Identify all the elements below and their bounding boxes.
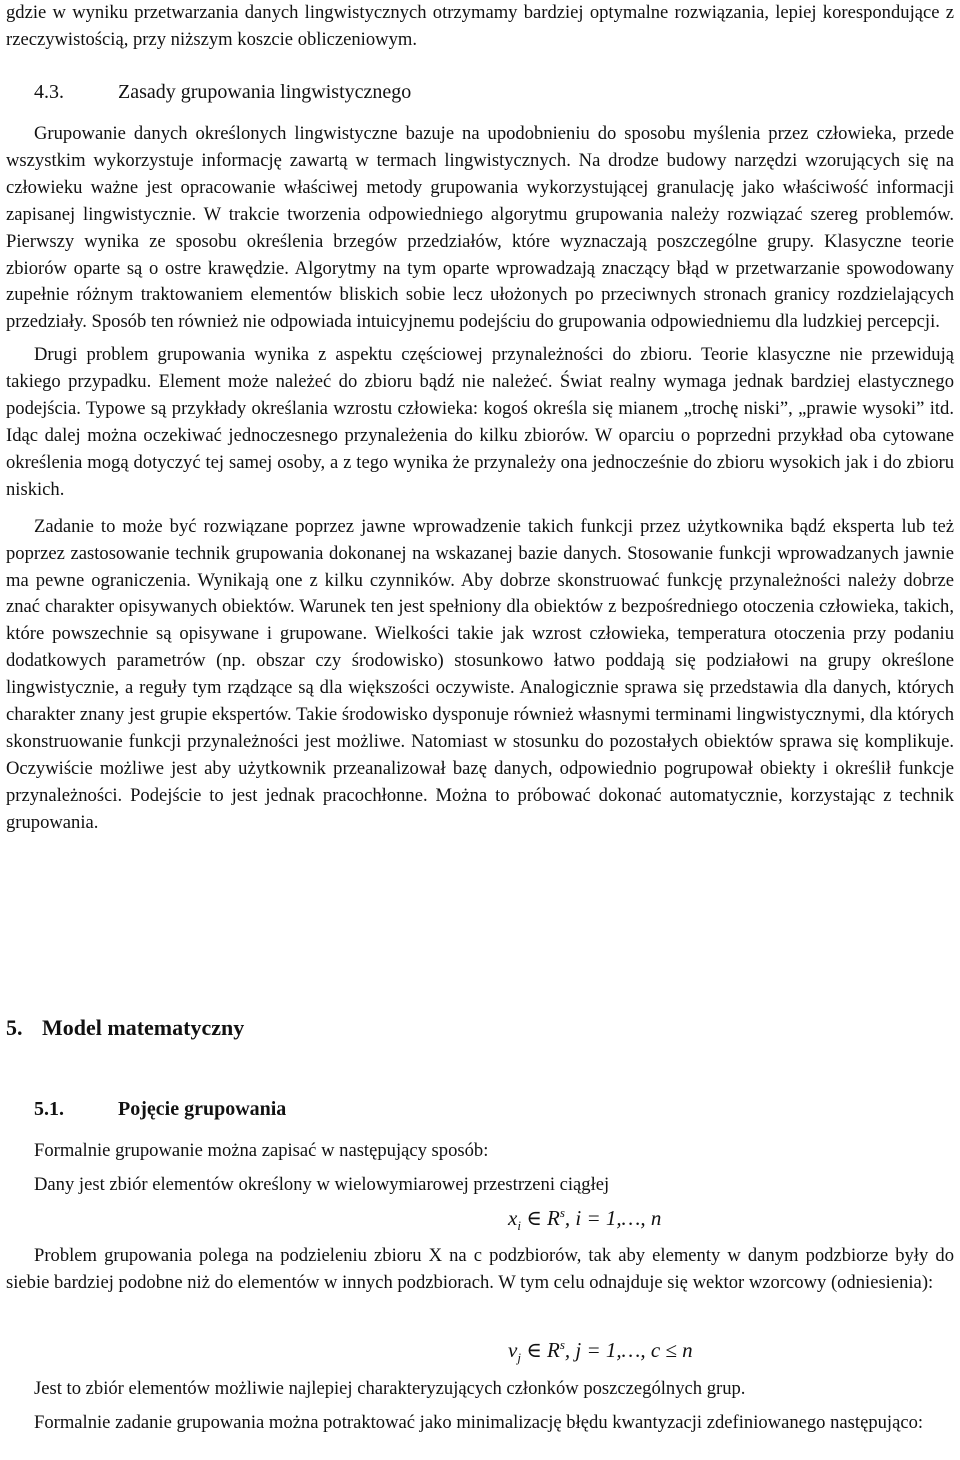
formula-vj-sub: j (517, 1350, 521, 1366)
formula-vj-set: R (547, 1338, 560, 1362)
formula-vj-var: v (508, 1338, 518, 1362)
formula-xi (508, 1205, 661, 1234)
intro-paragraph-block (6, 0, 954, 54)
paragraph-dany-zbior: Dany jest zbiór elementów określony w wielowymiarowej przestrzeni ciągłej (34, 1173, 610, 1195)
section-5-1-intro (6, 1138, 954, 1199)
formula-xi-sub: i (517, 1218, 521, 1234)
paragraph-drugi-problem: Drugi problem grupowania wynika z aspektu częściowej przynależności do zbioru. Teorie klasyczne nie przewidują takiego przypadku. Element może należeć do zbioru bądź nie należeć. Świat realny wymaga jednak bardziej elastycznego podejścia. Typowe są przykłady określania wzrostu człowieka: kogoś określa się mianem „trochę niski”, „prawie wysoki” itd. Idąc dalej można oczekiwać jednoczesnego przynależenia do kilku zbiorów. W oparciu o poprzedni przykład oba cytowane określenia mogą dotyczyć tej samej osoby, a z tego wynika że przynależy ona jednocześnie do zbioru wysokich jak i do zbioru niskich. (6, 344, 954, 500)
paragraph-problem: Problem grupowania polega na podzieleniu zbioru X na c podzbiorów, tak aby elementy w danym podzbiorze były do siebie bardziej podobne niż do elementów w innych podzbiorach. W tym celu odnajduje się wektor wzorcowy (odniesienia): (6, 1245, 954, 1293)
formula-vj-rel: ∈ (520, 1338, 547, 1362)
section-5-1-heading (34, 1098, 286, 1121)
section-4-3-number: 4.3. (34, 81, 64, 103)
section-4-3-title: Zasady grupowania lingwistycznego (118, 81, 412, 103)
formula-xi-var: x (508, 1206, 518, 1230)
paragraph-zadanie: Zadanie to może być rozwiązane poprzez jawne wprowadzenie takich funkcji przez użytkownika bądź eksperta lub też poprzez zastosowanie technik grupowania dokonanej na wskazanej bazie danych. Stosowanie funkcji wprowadzanych jawnie ma pewne ograniczenia. Wynikają one z kilku czynników. Aby dobrze skonstruować funkcję przynależności należy dobrze znać charakter opisywanych obiektów. Warunek ten jest spełniony dla obiektów z bezpośredniego otoczenia człowieka, takich, które powszechnie są opisywane i grupowane. Wielkości takie jak wzrost człowieka, temperatura otoczenia przy podaniu dodatkowych parametrów (np. obszar czy środowisko) stosunkowo łatwo poddają się podziałowi na grupy określone lingwistycznie, a reguły tym rządzące są dla większości oczywiste. Analogicznie sprawa się przedstawia dla danych, których charakter znany jest grupie ekspertów. Takie środowisko dysponuje również własnymi terminami lingwistycznymi, dla których skonstruowanie funkcji przynależności jest możliwe. Natomiast w stosunku do pozostałych obiektów sprawa się komplikuje. Oczywiście możliwe jest aby użytkownik przeanalizował bazę danych, odpowiednio pogrupował obiekty i określił funkcje przynależności. Podejście to jest jednak pracochłonne. Można to próbować dokonać automatycznie, korzystając z technik grupowania. (6, 515, 954, 833)
formula-vj-sup: s (559, 1337, 565, 1352)
formula-xi-set: R (547, 1206, 560, 1230)
section-5-1-problem (6, 1243, 954, 1297)
paragraph-grupowanie: Grupowanie danych określonych lingwistyczne bazuje na upodobnieniu do sposobu myślenia przez człowieka, przede wszystkim wykorzystuje informację zawartą w termach lingwistycznych. Na drodze budowy narzędzi wzorujących się na człowieku ważne jest opracowanie właściwej metody grupowania wykorzystującej granulację jako właściwość informacji zapisanej lingwistycznie. W trakcie tworzenia odpowiedniego algorytmu grupowania należy rozwiązać szereg problemów. Pierwszy wynika ze sposobu określenia brzegów przedziałów, które wyznaczają poszczególne grupy. Klasyczne teorie zbiorów oparte są o ostre krawędzie. Algorytmy na tym oparte wprowadzają znaczący błąd w przetwarzanie spowodowany zupełnie różnym traktowaniem elementów bliskich sobie lecz ułożonych po przeciwnych stronach granicy rozdzielających przedziały. Sposób ten również nie odpowiada intuicyjnemu podejściu do grupowania odpowiedniemu dla ludzkiej percepcji. (6, 123, 954, 333)
intro-paragraph: gdzie w wyniku przetwarzania danych lingwistycznych otrzymamy bardziej optymalne rozwiązania, lepiej korespondujące z rzeczywistością, przy niższym koszcie obliczeniowym. (6, 2, 954, 50)
paragraph-jest-to-zbior: Jest to zbiór elementów możliwie najlepiej charakteryzujących członków poszczególnych grup. (34, 1378, 746, 1399)
paragraph-formalnie: Formalnie grupowanie można zapisać w następujący sposób: (34, 1140, 489, 1161)
section-4-3-body (6, 121, 954, 837)
section-5-1-number: 5.1. (34, 1098, 64, 1120)
section-5-heading (6, 1015, 244, 1041)
formula-vj-rest: , j = 1,…, c ≤ n (564, 1338, 693, 1362)
formula-xi-rest: , i = 1,…, n (564, 1206, 662, 1230)
paragraph-formalnie-zadanie: Formalnie zadanie grupowania można potraktować jako minimalizację błędu kwantyzacji zdefiniowanego następująco: (34, 1411, 924, 1433)
formula-vj (508, 1337, 693, 1366)
section-5-1-title: Pojęcie grupowania (118, 1098, 287, 1120)
section-4-3-heading (34, 81, 411, 104)
section-5-title: Model matematyczny (42, 1015, 245, 1040)
formula-xi-rel: ∈ (520, 1206, 547, 1230)
section-5-number: 5. (6, 1015, 23, 1040)
formula-xi-sup: s (559, 1205, 565, 1220)
section-5-1-closing (6, 1376, 954, 1437)
